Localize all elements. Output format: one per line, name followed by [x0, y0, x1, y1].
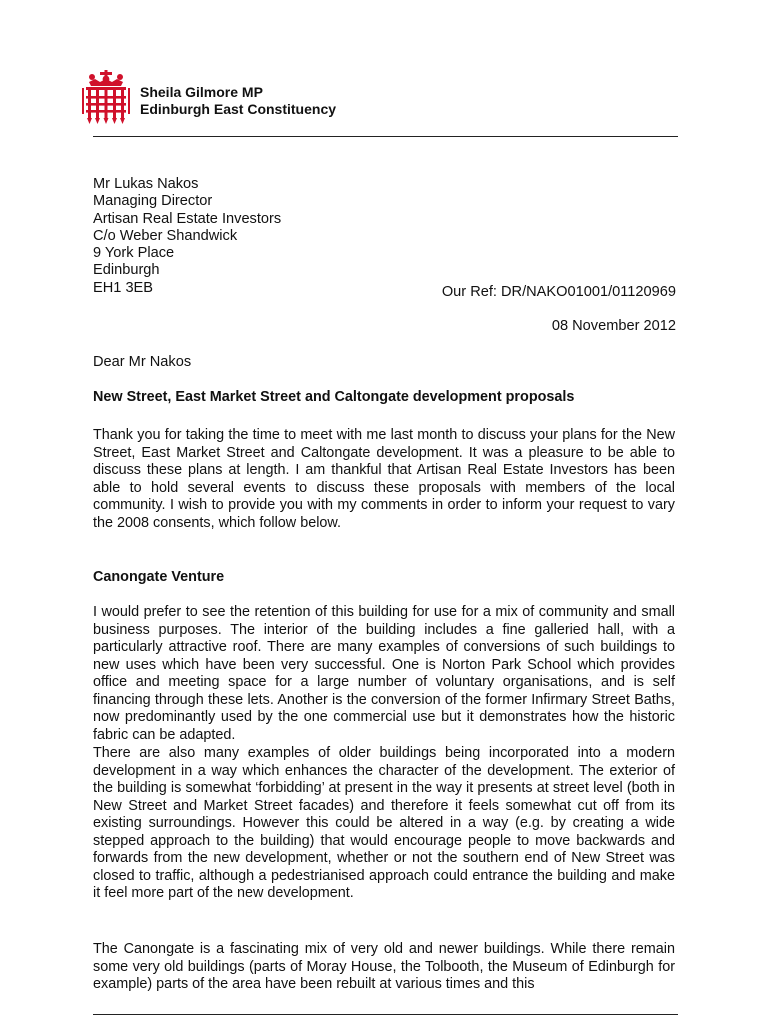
- recipient-line: C/o Weber Shandwick: [93, 227, 238, 244]
- recipient-line: Mr Lukas Nakos: [93, 176, 199, 192]
- recipient-line: Artisan Real Estate Investors: [93, 210, 282, 227]
- our-reference: Our Ref: DR/NAKO01001/01120969: [441, 284, 676, 300]
- sender-name: Sheila Gilmore MP: [140, 84, 263, 100]
- body-paragraph: There are also many examples of older buildings being incorporated into a modern development in a way which enhances the character of the development. The exterior of the building is somewhat ‘forbidding’ at present in the way it presents at street level (both in New Street and Market Street facades) and therefore it feels somewhat cut off from its existing surroundings. However this could be altered in a way (e.g. by creating a wide stepped approach to the building) that would encourage people to move backwards and forwards from the new development, whether or not the southern end of New Street was closed to traffic, although a pedestrianised approach could entrance the building and make it feel more part of the new development.: [93, 745, 675, 901]
- header-divider: [93, 136, 678, 137]
- salutation: Dear Mr Nakos: [93, 354, 192, 370]
- recipient-address: [93, 176, 281, 297]
- body-paragraph: I would prefer to see the retention of this building for use for a mix of community and small business purposes. The interior of the building includes a fine galleried hall, with a particularly attractive roof. There are many examples of conversions of such buildings to new uses which have been very successful. One is Norton Park School which provides office and meeting space for a large number of voluntary organisations, and is self financing through these lets. Another is the conversion of the former Infirmary Street Baths, now predominantly used by the one commercial use but it demonstrates how the historic fabric can be adapted.: [93, 604, 675, 743]
- sender-constituency: Edinburgh East Constituency: [140, 101, 337, 117]
- subject-line: New Street, East Market Street and Caltongate development proposals: [93, 389, 575, 405]
- portcullis-icon: [80, 70, 132, 126]
- letterhead: [140, 84, 336, 118]
- letter-date: 08 November 2012: [551, 318, 676, 334]
- section-heading: Canongate Venture: [93, 569, 225, 585]
- recipient-line: EH1 3EB: [93, 279, 154, 296]
- recipient-line: Edinburgh: [93, 262, 160, 279]
- recipient-line: 9 York Place: [93, 245, 175, 262]
- footer-divider: [93, 1014, 678, 1015]
- body-paragraph: Thank you for taking the time to meet with me last month to discuss your plans for the New Street, East Market Street and Caltongate development. It was a pleasure to be able to discuss these plans at length. I am thankful that Artisan Real Estate Investors has been able to hold several events to discuss these proposals with members of the local community. I wish to provide you with my comments in order to inform your request to vary the 2008 consents, which follow below.: [93, 427, 675, 531]
- body-paragraph: The Canongate is a fascinating mix of very old and newer buildings. While there remain some very old buildings (parts of Moray House, the Tolbooth, the Museum of Edinburgh for example) parts of the area have been rebuilt at various times and this: [93, 941, 675, 992]
- recipient-line: Managing Director: [93, 193, 213, 210]
